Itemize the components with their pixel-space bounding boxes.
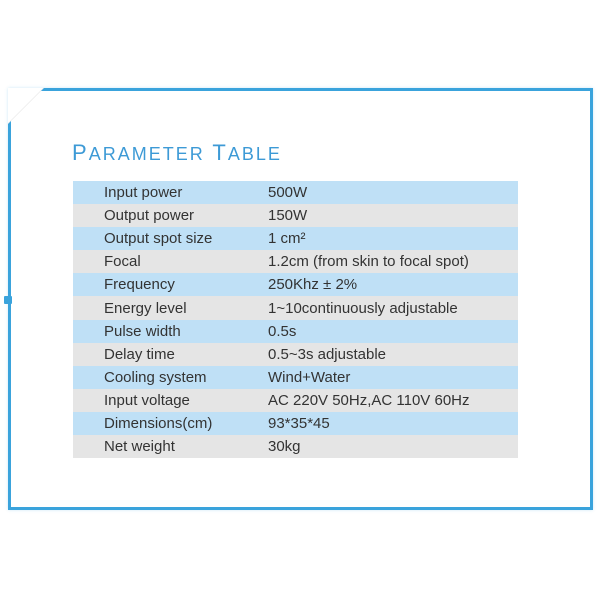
param-value: 0.5s [268, 320, 518, 343]
param-label: Dimensions(cm) [73, 412, 268, 435]
table-row [73, 389, 518, 412]
title-rest-1: ARAMETER [88, 144, 205, 164]
title-cap-2: T [212, 140, 228, 165]
table-row [73, 366, 518, 389]
table-row [73, 181, 518, 204]
param-value: 500W [268, 181, 518, 204]
page-title [72, 140, 282, 167]
param-value: AC 220V 50Hz,AC 110V 60Hz [268, 389, 518, 412]
param-label: Output power [73, 204, 268, 227]
param-value: 1~10continuously adjustable [268, 296, 518, 319]
param-label: Energy level [73, 296, 268, 319]
param-value: 30kg [268, 435, 518, 458]
param-label: Input voltage [73, 389, 268, 412]
param-label: Cooling system [73, 366, 268, 389]
param-value: Wind+Water [268, 366, 518, 389]
param-value: 150W [268, 204, 518, 227]
table-row [73, 412, 518, 435]
param-value: 250Khz ± 2% [268, 273, 518, 296]
title-cap-1: P [72, 140, 89, 165]
title-rest-2: ABLE [227, 144, 282, 164]
param-label: Net weight [73, 435, 268, 458]
side-marker [4, 296, 12, 304]
param-label: Frequency [73, 273, 268, 296]
parameter-table [73, 181, 518, 458]
table-row [73, 343, 518, 366]
table-row [73, 320, 518, 343]
param-value: 1.2cm (from skin to focal spot) [268, 250, 518, 273]
param-label: Pulse width [73, 320, 268, 343]
table-row [73, 250, 518, 273]
table-row [73, 296, 518, 319]
table-row [73, 273, 518, 296]
param-label: Output spot size [73, 227, 268, 250]
param-value: 1 cm² [268, 227, 518, 250]
param-value: 0.5~3s adjustable [268, 343, 518, 366]
param-label: Input power [73, 181, 268, 204]
param-value: 93*35*45 [268, 412, 518, 435]
table-row [73, 204, 518, 227]
param-label: Delay time [73, 343, 268, 366]
table-row [73, 227, 518, 250]
param-label: Focal [73, 250, 268, 273]
table-row [73, 435, 518, 458]
